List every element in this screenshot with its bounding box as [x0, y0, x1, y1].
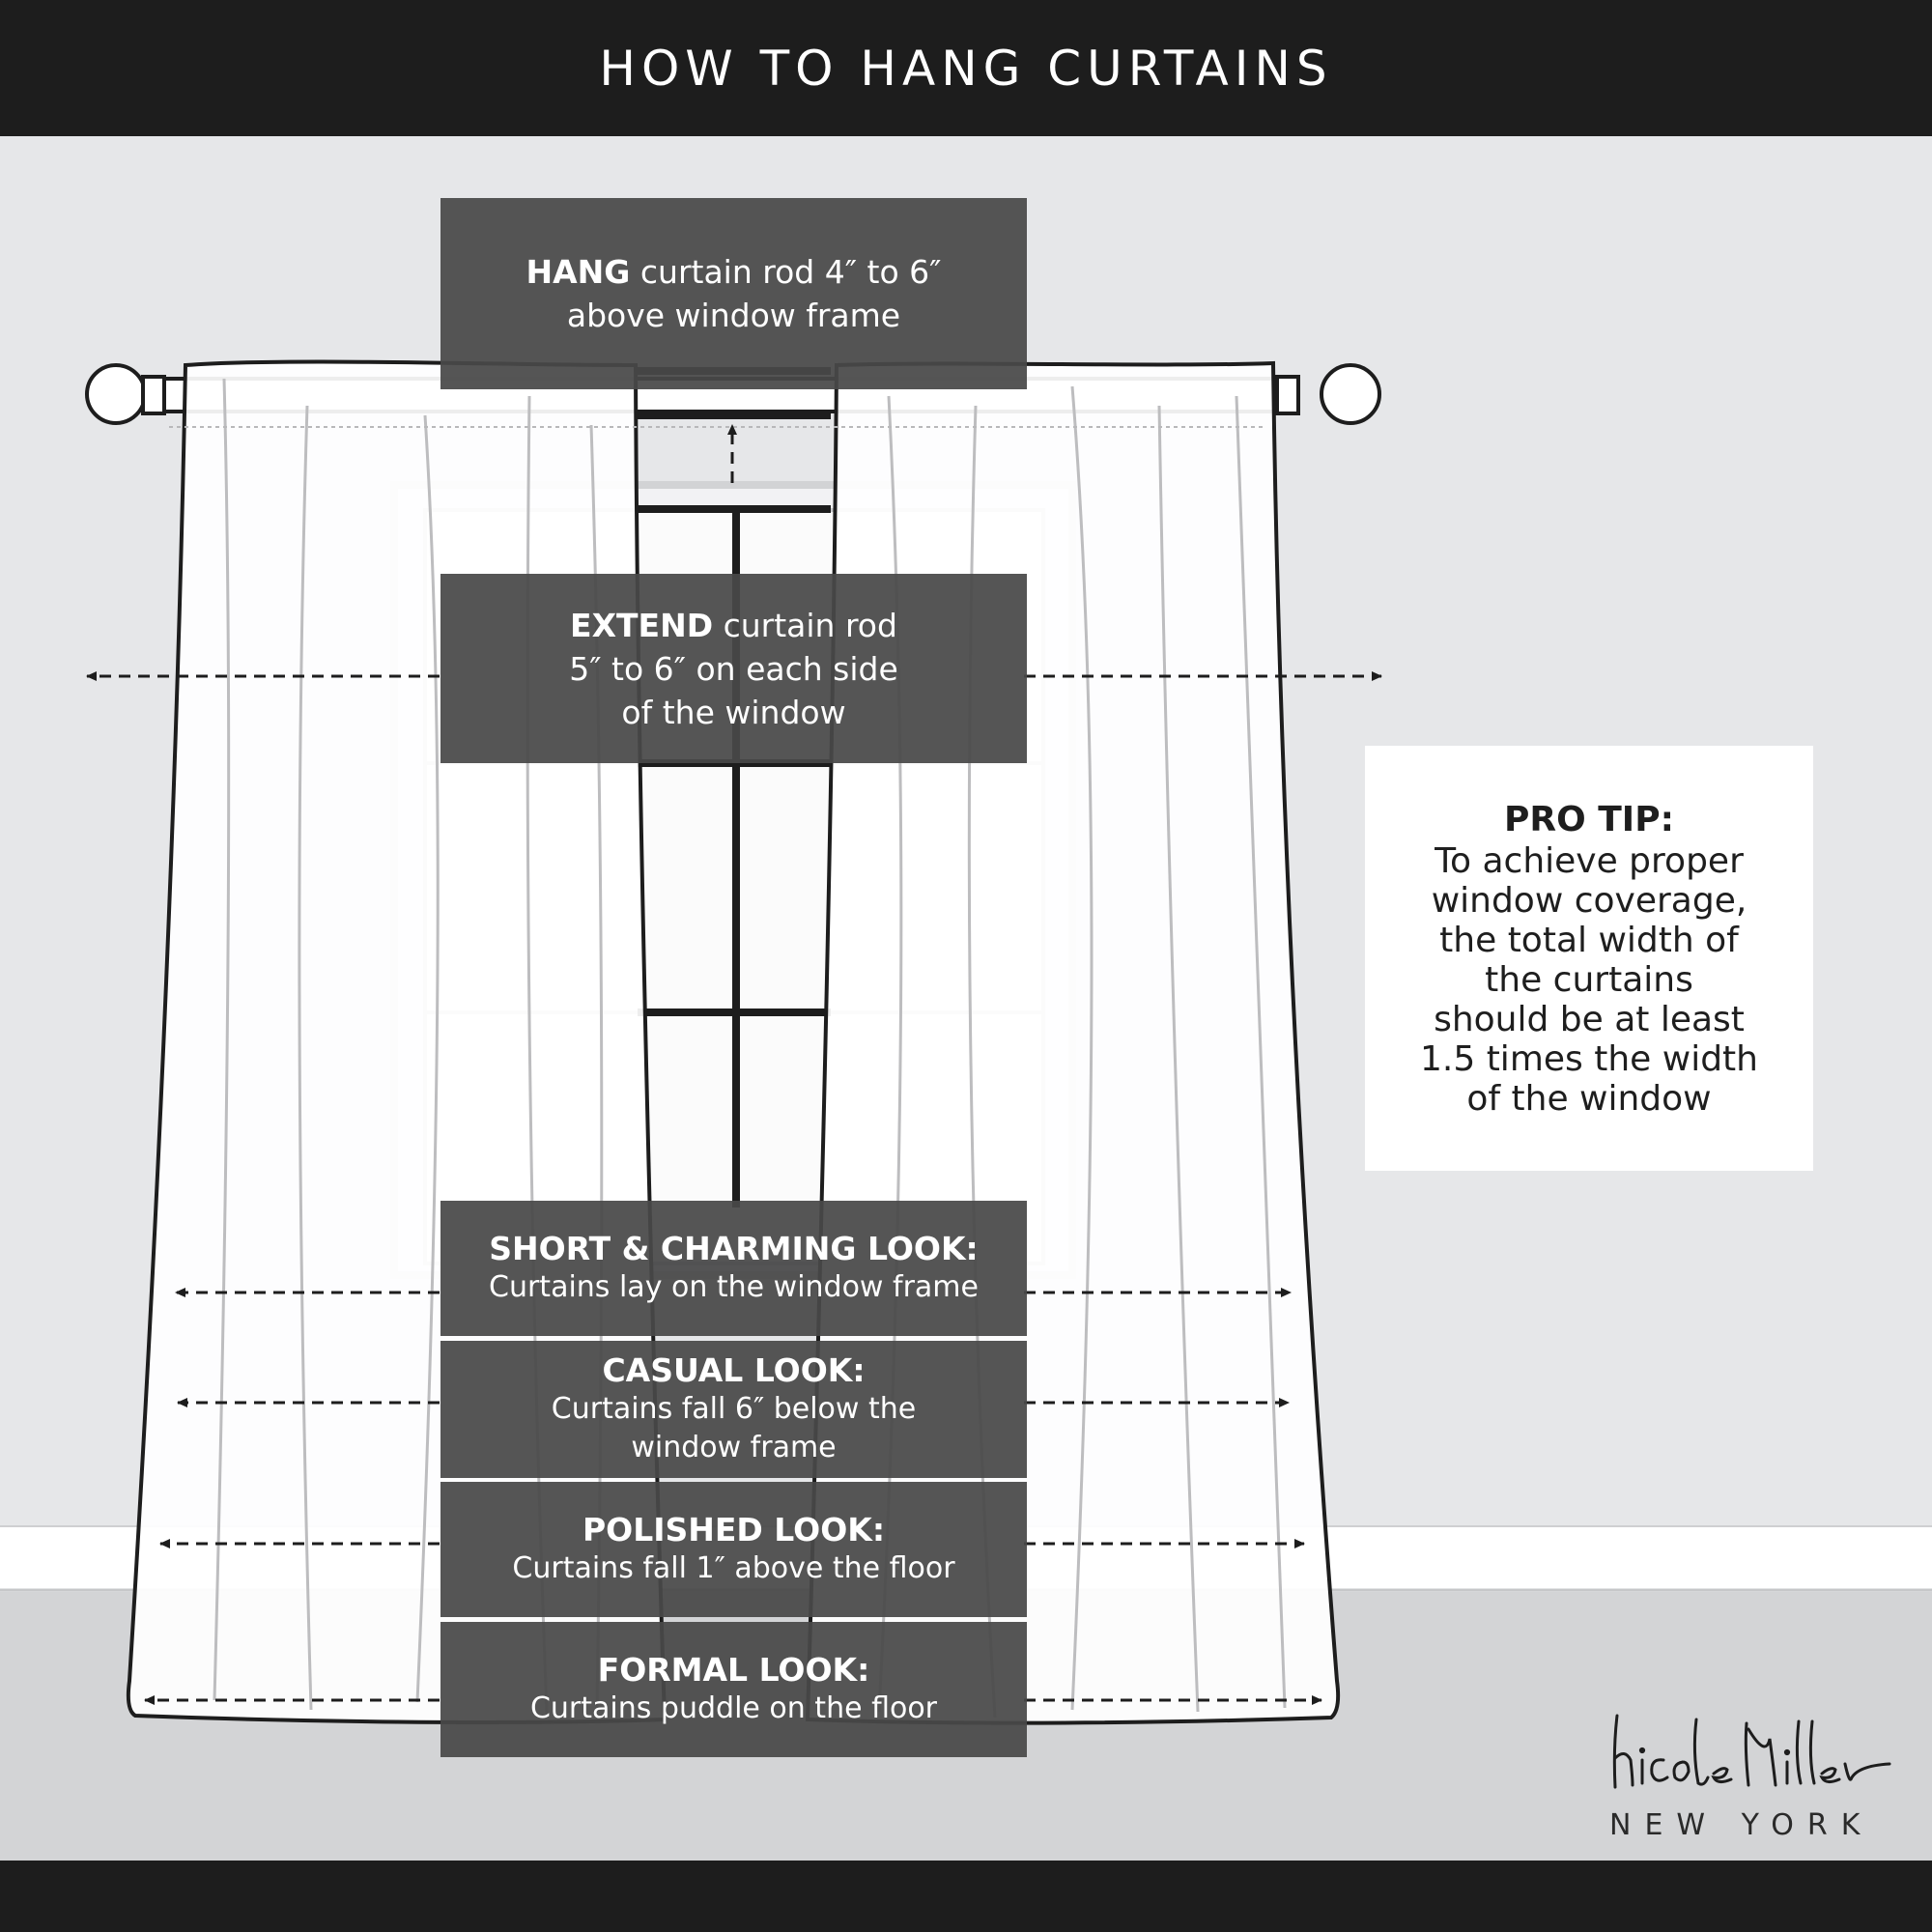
look-description: window frame: [631, 1431, 837, 1464]
extend-text: curtain rod: [713, 606, 897, 644]
pro-tip-line: 1.5 times the width: [1420, 1038, 1758, 1079]
pro-tip-title: PRO TIP:: [1504, 799, 1674, 839]
pro-tip-line: window coverage,: [1431, 880, 1747, 921]
look-title: POLISHED LOOK:: [582, 1511, 886, 1548]
look-box-formal: [440, 1622, 1027, 1757]
look-box-short-charming: [440, 1201, 1027, 1336]
pro-tip-line: of the window: [1466, 1078, 1712, 1119]
look-description: Curtains puddle on the floor: [529, 1691, 938, 1725]
brand-signature-logo: [1604, 1710, 1893, 1797]
look-description: Curtains fall 1″ above the floor: [512, 1551, 955, 1585]
pro-tip-line: the total width of: [1439, 920, 1739, 960]
brand-location: NEW YORK: [1609, 1808, 1874, 1842]
rod-finial-right: [1321, 365, 1379, 423]
rod-finial-left: [87, 365, 145, 423]
hang-text: curtain rod 4″ to 6″: [630, 253, 942, 291]
extend-instruction-box: [440, 574, 1027, 763]
look-title: SHORT & CHARMING LOOK:: [489, 1230, 979, 1267]
look-description: Curtains lay on the window frame: [489, 1270, 979, 1304]
pro-tip-line: should be at least: [1434, 999, 1745, 1039]
hang-keyword: HANG: [526, 253, 631, 291]
look-title: FORMAL LOOK:: [597, 1651, 870, 1689]
footer-bar: [0, 1861, 1932, 1932]
hang-instruction-box: [440, 198, 1027, 389]
pro-tip-line: To achieve proper: [1435, 840, 1744, 881]
pro-tip-line: the curtains: [1485, 959, 1693, 1000]
hang-line-2: above window frame: [566, 297, 901, 334]
look-description: Curtains fall 6″ below the: [551, 1392, 917, 1426]
look-box-casual: [440, 1341, 1027, 1478]
page-title: HOW TO HANG CURTAINS: [599, 40, 1333, 97]
look-title: CASUAL LOOK:: [602, 1351, 866, 1389]
extend-line-1: [570, 604, 897, 647]
pro-tip-box: [1365, 746, 1813, 1171]
hang-line-1: [526, 250, 942, 294]
extend-line-3: of the window: [621, 693, 846, 731]
extend-keyword: EXTEND: [570, 606, 714, 644]
extend-line-2: 5″ to 6″ on each side: [569, 649, 898, 688]
look-box-polished: [440, 1482, 1027, 1617]
